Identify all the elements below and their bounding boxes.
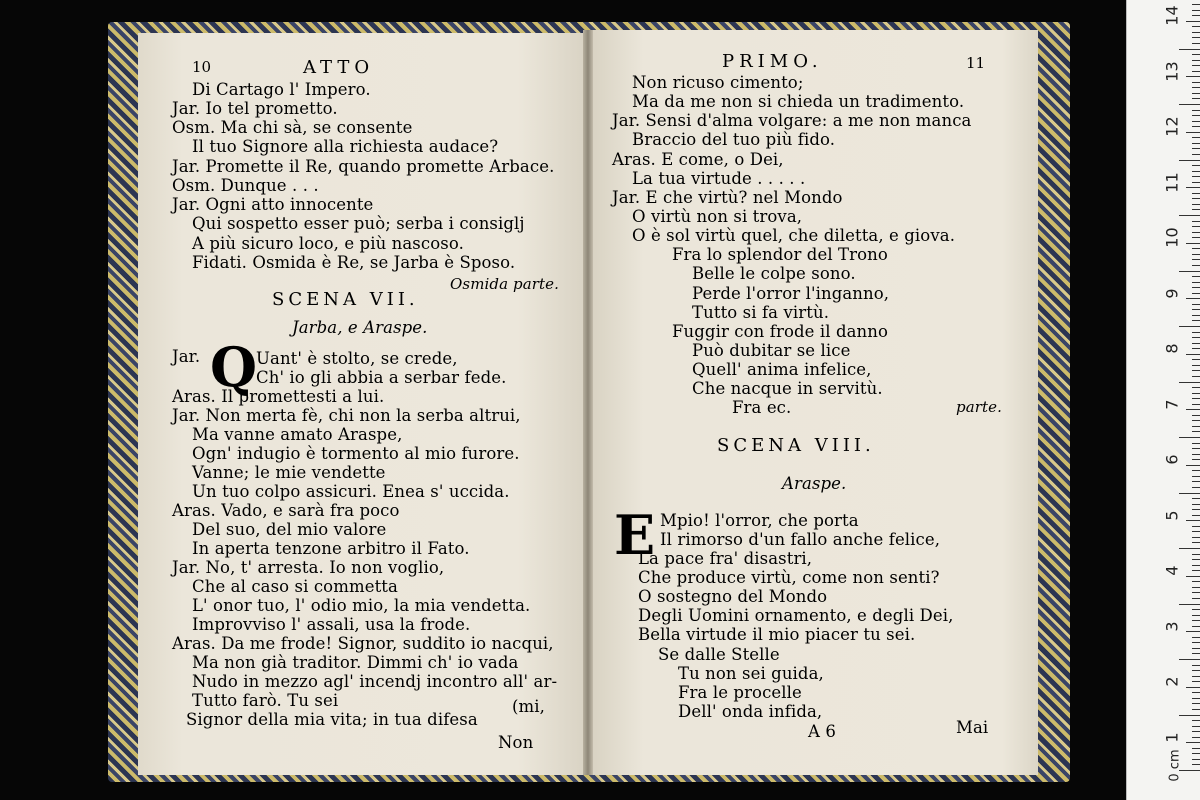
text-line: Che al caso si commetta xyxy=(192,577,398,596)
ruler-number: 14 xyxy=(1162,5,1182,26)
text-line: Il rimorso d'un fallo anche felice, xyxy=(660,530,941,549)
text-line: Aras. Il promettesti a lui. xyxy=(172,387,385,406)
scene-characters: Jarba, e Araspe. xyxy=(292,318,428,337)
ruler-tick xyxy=(1192,87,1200,88)
text-line: O sostegno del Mondo xyxy=(638,587,828,606)
speaker-label: Jar. xyxy=(172,347,201,366)
ruler-tick xyxy=(1192,348,1200,349)
ruler-tick xyxy=(1192,393,1200,394)
ruler-tick xyxy=(1192,470,1200,471)
right-page-number: 11 xyxy=(966,54,986,72)
ruler-tick xyxy=(1192,137,1200,138)
ruler-tick xyxy=(1192,32,1200,33)
ruler-tick xyxy=(1192,554,1200,555)
ruler-tick xyxy=(1192,764,1200,765)
book-gutter xyxy=(583,30,593,775)
ruler-tick xyxy=(1192,626,1200,627)
text-line: Del suo, del mio valore xyxy=(192,520,387,539)
ruler-tick xyxy=(1192,98,1200,99)
ruler-tick xyxy=(1192,93,1200,94)
ruler-tick xyxy=(1192,698,1200,699)
ruler-tick xyxy=(1186,576,1200,577)
ruler-tick xyxy=(1192,448,1200,449)
ruler-tick xyxy=(1192,182,1200,183)
ruler-tick xyxy=(1192,565,1200,566)
ruler-tick xyxy=(1192,143,1200,144)
ruler-tick xyxy=(1192,304,1200,305)
right-running-head: PRIMO. xyxy=(722,51,823,72)
text-line: Aras. Da me frode! Signor, suddito io nacqui, xyxy=(172,634,554,653)
ruler-tick xyxy=(1192,459,1200,460)
text-line: Ma non già traditor. Dimmi ch' io vada xyxy=(192,653,519,672)
ruler-tick xyxy=(1192,265,1200,266)
text-line: Tutto si fa virtù. xyxy=(692,303,830,322)
drop-cap: Q xyxy=(210,335,258,399)
ruler-tick xyxy=(1192,148,1200,149)
ruler-tick xyxy=(1192,420,1200,421)
text-line: Fra le procelle xyxy=(678,683,802,702)
ruler-tick xyxy=(1192,670,1200,671)
text-line: Jar. No, t' arresta. Io non voglio, xyxy=(172,558,445,577)
ruler-number: 6 xyxy=(1162,454,1182,465)
ruler-tick xyxy=(1192,276,1200,277)
ruler-tick xyxy=(1186,742,1200,743)
ruler-tick xyxy=(1192,248,1200,249)
text-line: Ch' io gli abbia a serbar fede. xyxy=(256,368,507,387)
ruler-tick xyxy=(1192,676,1200,677)
text-line: Osm. Ma chi sà, se consente xyxy=(172,118,413,137)
ruler-tick xyxy=(1179,493,1200,494)
ruler-number: 7 xyxy=(1162,399,1182,410)
ruler-number: 5 xyxy=(1162,510,1182,521)
text-line: Jar. Non merta fè, chi non la serba altrui, xyxy=(172,406,521,425)
ruler-tick xyxy=(1179,659,1200,660)
ruler-tick xyxy=(1186,187,1200,188)
text-line: Tu non sei guida, xyxy=(678,664,824,683)
ruler-tick xyxy=(1192,598,1200,599)
ruler-tick xyxy=(1192,620,1200,621)
ruler-tick xyxy=(1192,431,1200,432)
ruler-tick xyxy=(1192,320,1200,321)
ruler-tick xyxy=(1192,609,1200,610)
text-line: L' onor tuo, l' odio mio, la mia vendetta. xyxy=(192,596,531,615)
text-line: Belle le colpe sono. xyxy=(692,264,856,283)
text-line: Jar. E che virtù? nel Mondo xyxy=(612,188,843,207)
ruler-tick xyxy=(1179,382,1200,383)
ruler-tick xyxy=(1192,282,1200,283)
ruler-tick xyxy=(1186,76,1200,77)
ruler-tick xyxy=(1192,193,1200,194)
ruler-tick xyxy=(1192,54,1200,55)
ruler-tick xyxy=(1192,176,1200,177)
ruler-tick xyxy=(1186,21,1200,22)
measuring-ruler xyxy=(1126,0,1200,800)
ruler-tick xyxy=(1192,637,1200,638)
ruler-number: 3 xyxy=(1162,621,1182,632)
ruler-tick xyxy=(1192,332,1200,333)
ruler-tick xyxy=(1192,759,1200,760)
text-line: Di Cartago l' Impero. xyxy=(192,80,371,99)
ruler-unit-label: 0 cm xyxy=(1167,749,1183,782)
text-line: Uant' è stolto, se crede, xyxy=(256,349,458,368)
stage-direction: Osmida parte. xyxy=(450,275,560,293)
text-line: Aras. Vado, e sarà fra poco xyxy=(172,501,400,520)
ruler-tick xyxy=(1186,132,1200,133)
ruler-tick xyxy=(1192,592,1200,593)
ruler-tick xyxy=(1192,454,1200,455)
ruler-tick xyxy=(1192,404,1200,405)
signature-mark: A 6 xyxy=(808,722,836,741)
ruler-tick xyxy=(1192,287,1200,288)
ruler-tick xyxy=(1186,465,1200,466)
ruler-tick xyxy=(1179,215,1200,216)
ruler-tick xyxy=(1179,548,1200,549)
ruler-tick xyxy=(1192,748,1200,749)
ruler-tick xyxy=(1192,415,1200,416)
text-line: Tutto farò. Tu sei xyxy=(192,691,339,710)
text-line: Fuggir con frode il danno xyxy=(672,322,889,341)
drop-cap: E xyxy=(614,503,656,567)
ruler-number: 8 xyxy=(1162,343,1182,354)
ruler-number: 10 xyxy=(1162,227,1182,248)
text-line: Quell' anima infelice, xyxy=(692,360,872,379)
ruler-tick xyxy=(1192,221,1200,222)
ruler-tick xyxy=(1192,254,1200,255)
left-running-head: ATTO xyxy=(303,57,375,78)
catchword: Mai xyxy=(956,718,989,737)
ruler-tick xyxy=(1192,615,1200,616)
text-line: Ma da me non si chieda un tradimento. xyxy=(632,92,965,111)
text-line: In aperta tenzone arbitro il Fato. xyxy=(192,539,470,558)
ruler-tick xyxy=(1179,437,1200,438)
ruler-tick xyxy=(1192,4,1200,5)
scene-heading: SCENA VII. xyxy=(272,289,419,310)
ruler-tick xyxy=(1192,703,1200,704)
ruler-tick xyxy=(1192,737,1200,738)
scene-characters: Araspe. xyxy=(782,474,847,493)
ruler-tick xyxy=(1186,409,1200,410)
text-line: Può dubitar se lice xyxy=(692,341,851,360)
text-line: Improvviso l' assali, usa la frode. xyxy=(192,615,471,634)
ruler-tick xyxy=(1192,426,1200,427)
text-line: Che nacque in servitù. xyxy=(692,379,883,398)
text-line: Jar. Ogni atto innocente xyxy=(172,195,374,214)
ruler-tick xyxy=(1192,653,1200,654)
ruler-tick xyxy=(1192,37,1200,38)
ruler-tick xyxy=(1192,526,1200,527)
text-line: A più sicuro loco, e più nascoso. xyxy=(192,234,464,253)
text-line: Un tuo colpo assicuri. Enea s' uccida. xyxy=(192,482,510,501)
ruler-tick xyxy=(1179,715,1200,716)
text-line: Jar. Sensi d'alma volgare: a me non manca xyxy=(612,111,972,130)
text-line: Fra lo splendor del Trono xyxy=(672,245,888,264)
ruler-tick xyxy=(1192,376,1200,377)
left-page-number: 10 xyxy=(192,58,212,76)
ruler-tick xyxy=(1192,692,1200,693)
text-line: Vanne; le mie vendette xyxy=(192,463,386,482)
ruler-tick xyxy=(1186,243,1200,244)
ruler-tick xyxy=(1179,604,1200,605)
ruler-tick xyxy=(1179,104,1200,105)
ruler-tick xyxy=(1192,731,1200,732)
ruler-tick xyxy=(1192,515,1200,516)
text-line: Non ricuso cimento; xyxy=(632,73,804,92)
ruler-tick xyxy=(1192,293,1200,294)
ruler-tick xyxy=(1192,387,1200,388)
ruler-tick xyxy=(1192,15,1200,16)
ruler-tick xyxy=(1192,65,1200,66)
ruler-tick xyxy=(1192,154,1200,155)
ruler-tick xyxy=(1192,71,1200,72)
text-line: O è sol virtù quel, che diletta, e giova. xyxy=(632,226,956,245)
ruler-tick xyxy=(1192,359,1200,360)
ruler-tick xyxy=(1192,481,1200,482)
ruler-tick xyxy=(1192,398,1200,399)
ruler-number: 2 xyxy=(1162,676,1182,687)
text-line: Fra ec. xyxy=(732,398,792,417)
text-line: Bella virtude il mio piacer tu sei. xyxy=(638,625,916,644)
ruler-tick xyxy=(1192,232,1200,233)
text-line: Dell' onda infida, xyxy=(678,702,823,721)
ruler-tick xyxy=(1192,315,1200,316)
text-line: Perde l'orror l'inganno, xyxy=(692,284,890,303)
ruler-tick xyxy=(1192,542,1200,543)
ruler-tick xyxy=(1186,687,1200,688)
ruler-tick xyxy=(1179,271,1200,272)
ruler-tick xyxy=(1192,343,1200,344)
ruler-tick xyxy=(1192,309,1200,310)
ruler-tick xyxy=(1192,642,1200,643)
ruler-tick xyxy=(1192,198,1200,199)
ruler-tick xyxy=(1192,531,1200,532)
ruler-tick xyxy=(1192,43,1200,44)
ruler-tick xyxy=(1192,587,1200,588)
ruler-tick xyxy=(1192,443,1200,444)
text-line: Qui sospetto esser può; serba i consiglj xyxy=(192,214,525,233)
ruler-number: 1 xyxy=(1162,732,1182,743)
ruler-number: 12 xyxy=(1162,116,1182,137)
ruler-tick xyxy=(1192,709,1200,710)
text-line: Degli Uomini ornamento, e degli Dei, xyxy=(638,606,954,625)
ruler-tick xyxy=(1192,537,1200,538)
ruler-tick xyxy=(1192,365,1200,366)
stage-direction: parte. xyxy=(956,398,1002,416)
text-line: Il tuo Signore alla richiesta audace? xyxy=(192,137,499,156)
ruler-number: 9 xyxy=(1162,288,1182,299)
ruler-tick xyxy=(1192,665,1200,666)
ruler-tick xyxy=(1192,237,1200,238)
ruler-tick xyxy=(1192,60,1200,61)
text-line: Jar. Promette il Re, quando promette Arbace. xyxy=(172,157,555,176)
ruler-tick xyxy=(1192,504,1200,505)
ruler-tick xyxy=(1192,82,1200,83)
ruler-tick xyxy=(1192,726,1200,727)
text-line: Ogn' indugio è tormento al mio furore. xyxy=(192,444,520,463)
ruler-number: 4 xyxy=(1162,565,1182,576)
ruler-tick xyxy=(1192,209,1200,210)
ruler-tick xyxy=(1192,10,1200,11)
text-line: La pace fra' disastri, xyxy=(638,549,813,568)
ruler-tick xyxy=(1192,581,1200,582)
ruler-tick xyxy=(1192,753,1200,754)
ruler-tick xyxy=(1179,160,1200,161)
ruler-tick xyxy=(1179,49,1200,50)
ruler-tick xyxy=(1192,115,1200,116)
scene-heading: SCENA VIII. xyxy=(717,435,875,456)
ruler-number: 13 xyxy=(1162,61,1182,82)
catchword: Non xyxy=(498,733,534,752)
ruler-tick xyxy=(1192,337,1200,338)
ruler-tick xyxy=(1192,171,1200,172)
text-line: Aras. E come, o Dei, xyxy=(612,150,784,169)
text-line: Che produce virtù, come non senti? xyxy=(638,568,940,587)
ruler-tick xyxy=(1192,476,1200,477)
ruler-tick xyxy=(1192,126,1200,127)
ruler-tick xyxy=(1192,648,1200,649)
ruler-tick xyxy=(1186,354,1200,355)
ruler-tick xyxy=(1186,298,1200,299)
ruler-tick xyxy=(1192,559,1200,560)
text-line: Nudo in mezzo agl' incendj incontro all' ar- xyxy=(192,672,558,691)
text-line: Braccio del tuo più fido. xyxy=(632,130,836,149)
ruler-tick xyxy=(1192,370,1200,371)
ruler-tick xyxy=(1192,498,1200,499)
ruler-tick xyxy=(1192,259,1200,260)
ruler-tick xyxy=(1192,110,1200,111)
ruler-tick xyxy=(1192,204,1200,205)
ruler-number: 11 xyxy=(1162,172,1182,193)
text-line: Fidati. Osmida è Re, se Jarba è Sposo. xyxy=(192,253,516,272)
ruler-tick xyxy=(1186,520,1200,521)
ruler-tick xyxy=(1192,570,1200,571)
ruler-tick xyxy=(1192,487,1200,488)
text-line: O virtù non si trova, xyxy=(632,207,803,226)
ruler-tick xyxy=(1179,326,1200,327)
text-line: Jar. Io tel prometto. xyxy=(172,99,338,118)
text-line: (mi, xyxy=(512,697,546,716)
ruler-tick xyxy=(1192,26,1200,27)
ruler-tick xyxy=(1192,121,1200,122)
text-line: Ma vanne amato Araspe, xyxy=(192,425,403,444)
text-line: Se dalle Stelle xyxy=(658,645,780,664)
ruler-tick xyxy=(1186,631,1200,632)
ruler-tick xyxy=(1192,720,1200,721)
text-line: Signor della mia vita; in tua difesa xyxy=(186,710,478,729)
text-line: Osm. Dunque . . . xyxy=(172,176,319,195)
text-line: Mpio! l'orror, che porta xyxy=(660,511,859,530)
ruler-tick xyxy=(1192,509,1200,510)
ruler-tick xyxy=(1192,165,1200,166)
text-line: La tua virtude . . . . . xyxy=(632,169,806,188)
ruler-tick xyxy=(1192,681,1200,682)
ruler-tick xyxy=(1192,226,1200,227)
